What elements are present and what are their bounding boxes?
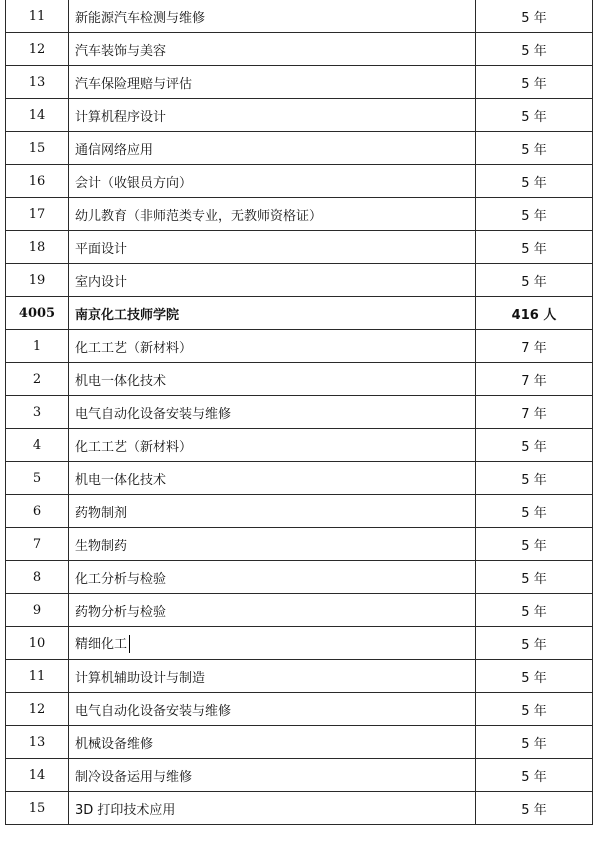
table-row bbox=[6, 561, 593, 594]
major-name: 机械设备维修 bbox=[75, 736, 154, 752]
table-row bbox=[6, 693, 593, 726]
row-number-cell: 11 bbox=[6, 660, 69, 693]
major-name-cell bbox=[69, 165, 476, 198]
enrollment-count-cell: 416 人 bbox=[476, 297, 593, 330]
major-name: 化工工艺（新材料） bbox=[75, 439, 193, 455]
table-row bbox=[6, 363, 593, 396]
row-number-cell: 12 bbox=[6, 33, 69, 66]
table-body bbox=[6, 0, 593, 825]
table-row bbox=[6, 99, 593, 132]
major-name-cell bbox=[69, 462, 476, 495]
row-number-cell: 1 bbox=[6, 330, 69, 363]
table-row bbox=[6, 792, 593, 825]
major-name: 药物分析与检验 bbox=[75, 604, 167, 620]
major-name: 通信网络应用 bbox=[75, 142, 154, 158]
table-row bbox=[6, 0, 593, 33]
major-name-cell bbox=[69, 99, 476, 132]
major-name-cell bbox=[69, 792, 476, 825]
major-name-cell bbox=[69, 660, 476, 693]
table-row bbox=[6, 165, 593, 198]
row-number-cell: 17 bbox=[6, 198, 69, 231]
row-number-cell: 14 bbox=[6, 759, 69, 792]
major-name: 精细化工 bbox=[75, 636, 128, 652]
duration-cell: 5 年 bbox=[476, 264, 593, 297]
row-number-cell: 15 bbox=[6, 132, 69, 165]
major-name-cell bbox=[69, 429, 476, 462]
major-name-cell bbox=[69, 726, 476, 759]
major-name-cell bbox=[69, 495, 476, 528]
row-number-cell: 10 bbox=[6, 627, 69, 660]
major-name: 化工工艺（新材料） bbox=[75, 340, 193, 356]
row-number-cell: 6 bbox=[6, 495, 69, 528]
major-name-cell bbox=[69, 396, 476, 429]
duration-cell: 5 年 bbox=[476, 132, 593, 165]
duration-cell: 5 年 bbox=[476, 165, 593, 198]
row-number-cell: 4 bbox=[6, 429, 69, 462]
duration-cell: 5 年 bbox=[476, 660, 593, 693]
school-name: 南京化工技师学院 bbox=[75, 307, 180, 323]
duration-cell: 5 年 bbox=[476, 561, 593, 594]
row-number-cell: 13 bbox=[6, 66, 69, 99]
major-name: 计算机辅助设计与制造 bbox=[75, 670, 206, 686]
major-name: 新能源汽车检测与维修 bbox=[75, 10, 206, 26]
major-table bbox=[5, 0, 593, 825]
table-row bbox=[6, 231, 593, 264]
major-name-cell bbox=[69, 132, 476, 165]
table-row bbox=[6, 33, 593, 66]
row-number-cell: 7 bbox=[6, 528, 69, 561]
row-number-cell: 4005 bbox=[6, 297, 69, 330]
major-name: 汽车装饰与美容 bbox=[75, 43, 167, 59]
major-name: 制冷设备运用与维修 bbox=[75, 769, 193, 785]
duration-cell: 5 年 bbox=[476, 0, 593, 33]
duration-cell: 5 年 bbox=[476, 231, 593, 264]
duration-cell: 5 年 bbox=[476, 726, 593, 759]
table-row bbox=[6, 495, 593, 528]
major-name: 生物制药 bbox=[75, 538, 128, 554]
major-name: 3D 打印技术应用 bbox=[75, 802, 176, 818]
table-row bbox=[6, 660, 593, 693]
school-name-cell bbox=[69, 297, 476, 330]
major-name-cell bbox=[69, 330, 476, 363]
table-row bbox=[6, 264, 593, 297]
duration-cell: 5 年 bbox=[476, 99, 593, 132]
duration-cell: 5 年 bbox=[476, 528, 593, 561]
row-number-cell: 11 bbox=[6, 0, 69, 33]
major-name-cell bbox=[69, 759, 476, 792]
major-name-cell bbox=[69, 231, 476, 264]
row-number-cell: 19 bbox=[6, 264, 69, 297]
duration-cell: 7 年 bbox=[476, 363, 593, 396]
major-name: 电气自动化设备安装与维修 bbox=[75, 703, 232, 719]
duration-cell: 5 年 bbox=[476, 495, 593, 528]
row-number-cell: 15 bbox=[6, 792, 69, 825]
table-row bbox=[6, 132, 593, 165]
table-row bbox=[6, 330, 593, 363]
table-row bbox=[6, 627, 593, 660]
major-name-cell bbox=[69, 627, 476, 660]
table-row bbox=[6, 429, 593, 462]
major-name: 室内设计 bbox=[75, 274, 128, 290]
duration-cell: 5 年 bbox=[476, 693, 593, 726]
duration-cell: 7 年 bbox=[476, 396, 593, 429]
major-name-cell bbox=[69, 528, 476, 561]
major-name-cell bbox=[69, 66, 476, 99]
table-row bbox=[6, 726, 593, 759]
row-number-cell: 9 bbox=[6, 594, 69, 627]
row-number-cell: 3 bbox=[6, 396, 69, 429]
row-number-cell: 8 bbox=[6, 561, 69, 594]
duration-cell: 5 年 bbox=[476, 594, 593, 627]
major-name: 机电一体化技术 bbox=[75, 472, 167, 488]
row-number-cell: 2 bbox=[6, 363, 69, 396]
duration-cell: 5 年 bbox=[476, 462, 593, 495]
major-name: 电气自动化设备安装与维修 bbox=[75, 406, 232, 422]
major-name: 平面设计 bbox=[75, 241, 128, 257]
major-name: 会计（收银员方向） bbox=[75, 175, 193, 191]
row-number-cell: 5 bbox=[6, 462, 69, 495]
duration-cell: 5 年 bbox=[476, 429, 593, 462]
table-row bbox=[6, 594, 593, 627]
school-row bbox=[6, 297, 593, 330]
row-number-cell: 18 bbox=[6, 231, 69, 264]
major-name-cell bbox=[69, 363, 476, 396]
table-row bbox=[6, 528, 593, 561]
table-row bbox=[6, 198, 593, 231]
duration-cell: 5 年 bbox=[476, 759, 593, 792]
major-name-cell bbox=[69, 0, 476, 33]
major-name-cell bbox=[69, 594, 476, 627]
duration-cell: 5 年 bbox=[476, 66, 593, 99]
row-number-cell: 14 bbox=[6, 99, 69, 132]
major-name-cell bbox=[69, 198, 476, 231]
row-number-cell: 13 bbox=[6, 726, 69, 759]
major-name: 机电一体化技术 bbox=[75, 373, 167, 389]
row-number-cell: 16 bbox=[6, 165, 69, 198]
major-name-cell bbox=[69, 693, 476, 726]
major-name-cell bbox=[69, 33, 476, 66]
table-row bbox=[6, 462, 593, 495]
table-row bbox=[6, 66, 593, 99]
major-name-cell bbox=[69, 561, 476, 594]
table-row bbox=[6, 759, 593, 792]
duration-cell: 5 年 bbox=[476, 198, 593, 231]
table-row bbox=[6, 396, 593, 429]
major-name: 幼儿教育（非师范类专业，无教师资格证） bbox=[75, 208, 323, 224]
duration-cell: 5 年 bbox=[476, 627, 593, 660]
duration-cell: 5 年 bbox=[476, 792, 593, 825]
duration-cell: 5 年 bbox=[476, 33, 593, 66]
major-name: 药物制剂 bbox=[75, 505, 128, 521]
major-name: 计算机程序设计 bbox=[75, 109, 167, 125]
major-name-cell bbox=[69, 264, 476, 297]
major-name: 汽车保险理赔与评估 bbox=[75, 76, 193, 92]
major-name: 化工分析与检验 bbox=[75, 571, 167, 587]
text-cursor bbox=[129, 635, 130, 653]
duration-cell: 7 年 bbox=[476, 330, 593, 363]
row-number-cell: 12 bbox=[6, 693, 69, 726]
